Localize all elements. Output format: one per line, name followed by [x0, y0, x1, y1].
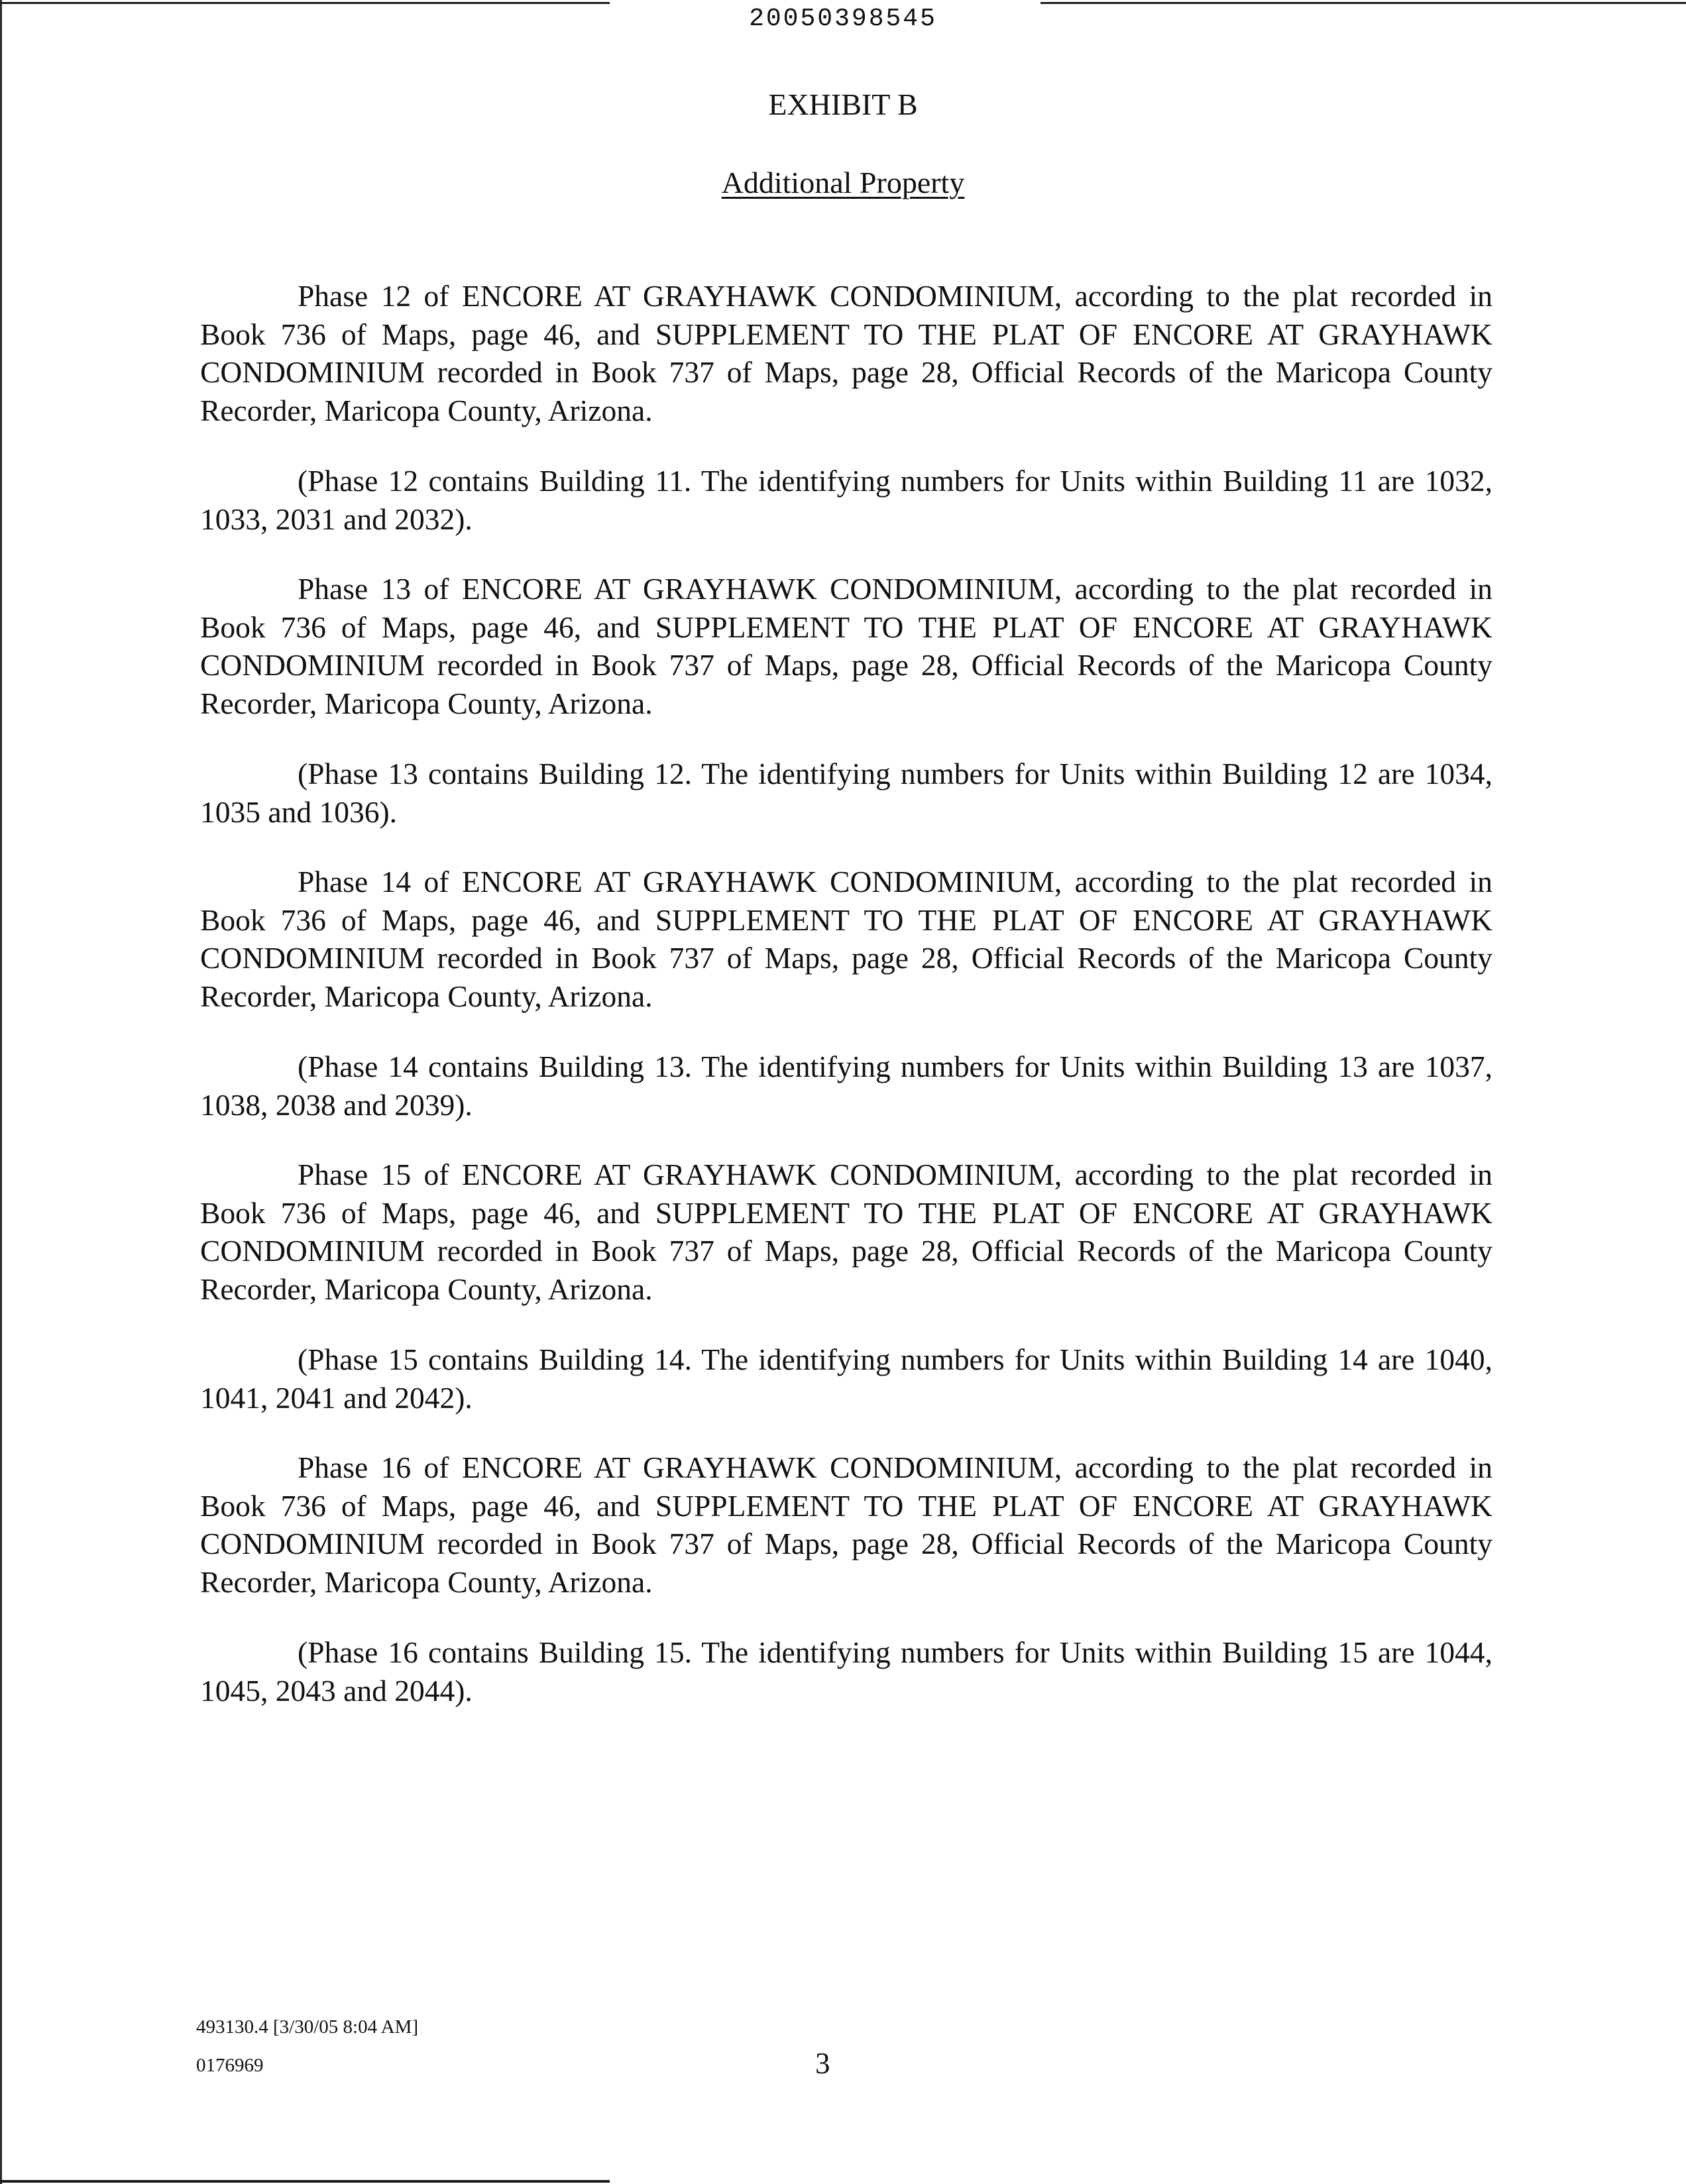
phase-16-description: Phase 16 of ENCORE AT GRAYHAWK CONDOMINIUM, according to the plat recorded in Book 736 of Maps, page 46, and SUPPLEMENT TO THE PLAT OF ENCORE AT GRAYHAWK CONDOMINIUM recorded in Book 737 of Maps, page 28, Official Records of the Maricopa County Recorder, Maricopa County, Arizona. [200, 1450, 1492, 1599]
exhibit-title: EXHIBIT B [768, 87, 918, 121]
scan-edge-left [0, 0, 2, 2184]
phase-14-description: Phase 14 of ENCORE AT GRAYHAWK CONDOMINIUM, according to the plat recorded in Book 736 of Maps, page 46, and SUPPLEMENT TO THE PLAT OF ENCORE AT GRAYHAWK CONDOMINIUM recorded in Book 737 of Maps, page 28, Official Records of the Maricopa County Recorder, Maricopa County, Arizona. [200, 865, 1492, 1013]
phase-13-description: Phase 13 of ENCORE AT GRAYHAWK CONDOMINIUM, according to the plat recorded in Book 736 of Maps, page 46, and SUPPLEMENT TO THE PLAT OF ENCORE AT GRAYHAWK CONDOMINIUM recorded in Book 737 of Maps, page 28, Official Records of the Maricopa County Recorder, Maricopa County, Arizona. [200, 572, 1492, 720]
client-number: 0176969 [196, 2055, 264, 2076]
phase-13-units-note: (Phase 13 contains Building 12. The identifying numbers for Units within Building 12 are 1034, 1035 and 1036). [200, 757, 1492, 829]
bottom-rule-left [0, 2180, 610, 2183]
phase-12-description: Phase 12 of ENCORE AT GRAYHAWK CONDOMINIUM, according to the plat recorded in Book 736 of Maps, page 46, and SUPPLEMENT TO THE PLAT OF ENCORE AT GRAYHAWK CONDOMINIUM recorded in Book 737 of Maps, page 28, Official Records of the Maricopa County Recorder, Maricopa County, Arizona. [200, 279, 1492, 427]
phase-15-units-note: (Phase 15 contains Building 14. The identifying numbers for Units within Building 14 are 1040, 1041, 2041 and 2042). [200, 1342, 1492, 1415]
phase-12-units-note: (Phase 12 contains Building 11. The identifying numbers for Units within Building 11 are 1032, 1033, 2031 and 2032). [200, 464, 1492, 536]
recording-number: 20050398545 [749, 5, 937, 33]
document-body [200, 277, 1492, 1741]
phase-16-units-note: (Phase 16 contains Building 15. The identifying numbers for Units within Building 15 are 1044, 1045, 2043 and 2044). [200, 1635, 1492, 1708]
exhibit-subtitle-text: Additional Property [721, 166, 965, 199]
footer-reference [196, 2008, 418, 2085]
page-number: 3 [815, 2047, 830, 2080]
phase-15-description: Phase 15 of ENCORE AT GRAYHAWK CONDOMINIUM, according to the plat recorded in Book 736 of Maps, page 46, and SUPPLEMENT TO THE PLAT OF ENCORE AT GRAYHAWK CONDOMINIUM recorded in Book 737 of Maps, page 28, Official Records of the Maricopa County Recorder, Maricopa County, Arizona. [200, 1158, 1492, 1306]
document-reference: 493130.4 [3/30/05 8:04 AM] [196, 2016, 419, 2038]
phase-14-units-note: (Phase 14 contains Building 13. The identifying numbers for Units within Building 13 are 1037, 1038, 2038 and 2039). [200, 1050, 1492, 1122]
exhibit-subtitle [0, 163, 1686, 203]
